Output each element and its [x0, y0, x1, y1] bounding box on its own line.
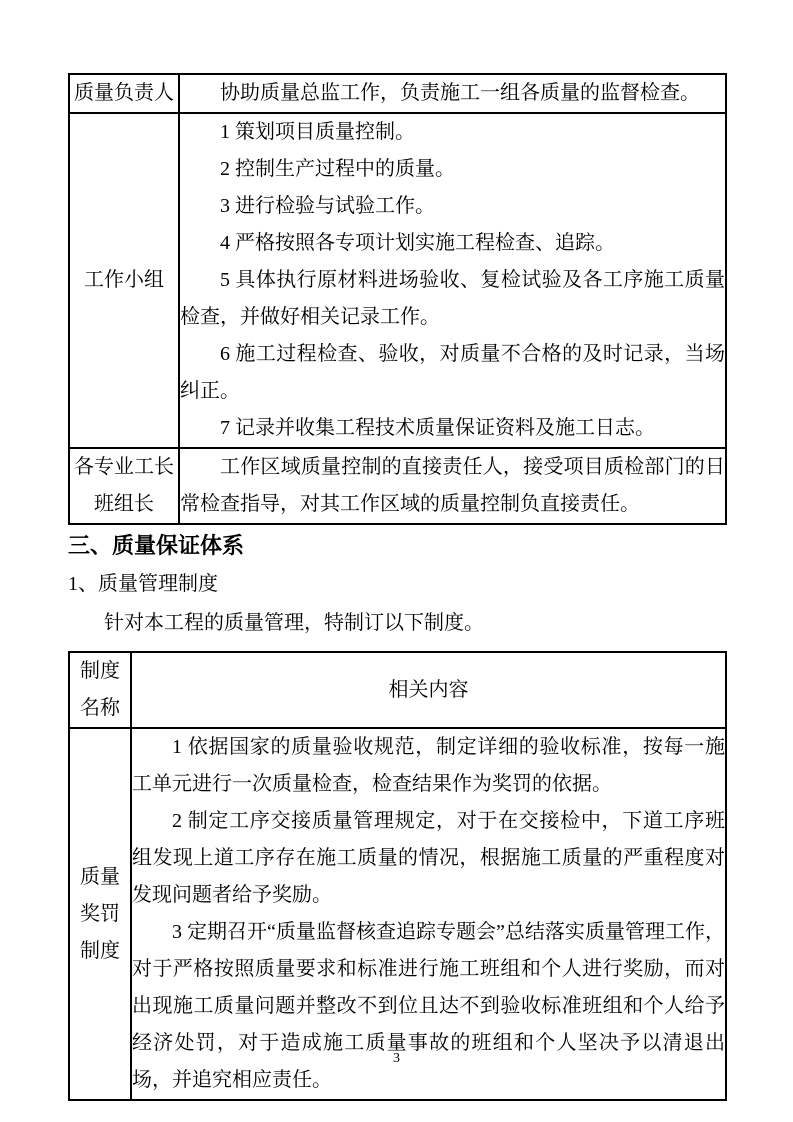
content-paragraph: 工作区域质量控制的直接责任人，接受项目质检部门的日常检查指导，对其工作区域的质量控制负直接责任。 [180, 456, 725, 515]
row-label-reward-penalty-system [69, 728, 131, 1100]
content-paragraph: 6 施工过程检查、验收，对质量不合格的及时记录，当场纠正。 [180, 343, 725, 402]
section-heading: 三、质量保证体系 [68, 533, 245, 558]
table-header-row [69, 652, 726, 728]
content-paragraph: 4 严格按照各专项计划实施工程检查、追踪。 [220, 232, 615, 254]
responsibility-table [68, 73, 727, 525]
document-content [68, 73, 727, 1101]
row-content-quality-manager [179, 74, 726, 113]
label-line: 工作小组 [84, 269, 164, 291]
row-content-work-group [179, 113, 726, 448]
label-line: 质量 [80, 865, 120, 888]
table-row [69, 728, 726, 1100]
content-paragraph: 7 记录并收集工程技术质量保证资料及施工日志。 [220, 417, 655, 439]
content-paragraph: 2 制定工序交接质量管理规定，对于在交接检中，下道工序班组发现上道工序存在施工质量的情况，根据施工质量的严重程度对发现问题者给予奖励。 [132, 810, 725, 906]
content-paragraph: 5 具体执行原材料进场验收、复检试验及各工序施工质量检查，并做好相关记录工作。 [180, 269, 725, 328]
row-label-work-group [69, 113, 179, 448]
table-row [69, 113, 726, 448]
row-label-quality-manager [69, 74, 179, 113]
table-row [69, 448, 726, 524]
header-line: 名称 [80, 697, 120, 719]
label-line: 奖罚 [80, 902, 120, 925]
content-paragraph: 3 进行检验与试验工作。 [220, 195, 435, 217]
header-line: 制度 [80, 660, 120, 682]
content-paragraph: 1 策划项目质量控制。 [220, 121, 415, 143]
header-line: 相关内容 [388, 678, 469, 701]
system-table [68, 651, 727, 1101]
content-paragraph: 3 定期召开“质量监督核查追踪专题会”总结落实质量管理工作，对于严格按照质量要求和标准进行施工班组和个人进行奖励，而对出现施工质量问题并整改不到位且达不到验收标准班组和个人给予经济处罚，对于造成施工质量事故的班组和个人坚决予以清退出场，并追究相应责任。 [132, 921, 725, 1091]
table-row [69, 74, 726, 113]
section-subheading: 1、质量管理制度 [68, 573, 218, 595]
header-system-name [69, 652, 131, 728]
content-paragraph: 协助质量总监工作，负责施工一组各质量的监督检查。 [220, 82, 700, 104]
row-content-foreman-leader [179, 448, 726, 524]
label-line: 各专业工长 [74, 456, 174, 478]
row-content-reward-penalty-system [131, 728, 726, 1100]
header-related-content [131, 652, 726, 728]
label-line: 质量负责人 [74, 82, 174, 104]
content-paragraph: 1 依据国家的质量验收规范，制定详细的验收标准，按每一施工单元进行一次质量检查，检查结果作为奖罚的依据。 [132, 736, 725, 795]
label-line: 班组长 [94, 493, 154, 515]
content-paragraph: 2 控制生产过程中的质量。 [220, 158, 455, 180]
row-label-foreman-leader [69, 448, 179, 524]
label-line: 制度 [80, 939, 120, 962]
section-intro-paragraph: 针对本工程的质量管理，特制订以下制度。 [104, 612, 484, 634]
page-number: 3 [393, 1051, 400, 1066]
